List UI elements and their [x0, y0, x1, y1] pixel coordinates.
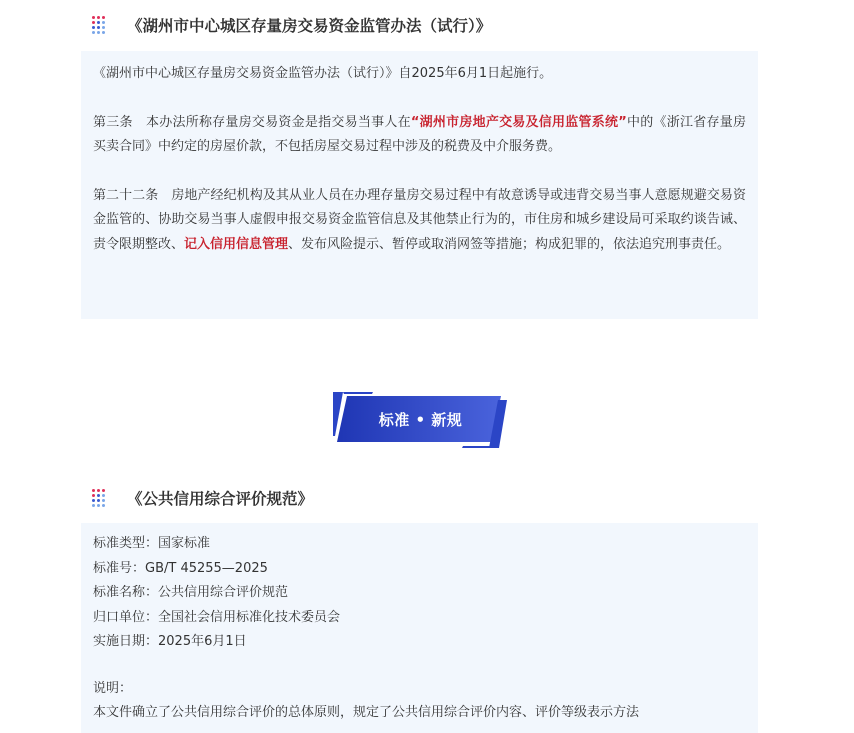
section-banner	[333, 390, 508, 450]
standard-number: 标准号：GB/T 45255—2025	[93, 560, 268, 576]
standard-type: 标准类型：国家标准	[93, 536, 211, 551]
highlight-text: 记入信用信息管理	[184, 236, 289, 252]
banner-label: 标准 • 新规	[378, 411, 463, 429]
note-text: 本文件确立了公共信用综合评价的总体原则，规定了公共信用综合评价内容、评价等级表示方法	[93, 705, 640, 720]
paragraph-article-22	[93, 184, 746, 258]
article-text: 第二十二条 房地产经纪机构及其从业人员在办理存量房交易过程中有故意诱导或违背交易当事人意愿规避交易资金监管的、协助交易当事人虚假申报交易资金监管信息及其他禁止行为的，市住房和城乡建设局可采取约谈告诫、责令限期整改、	[93, 187, 746, 252]
responsible-unit: 归口单位：全国社会信用标准化技术委员会	[93, 609, 341, 625]
implementation-date: 实施日期：2025年6月1日	[93, 634, 247, 649]
content-box	[81, 523, 758, 733]
dots-icon	[92, 489, 111, 507]
content-box	[81, 51, 758, 319]
section-title: 《湖州市中心城区存量房交易资金监管办法（试行）》	[127, 17, 492, 35]
article-text: 中的《浙江省存量房买卖合同》中约定的房屋价款，不包括房屋交易过程中涉及的税费及中介服务费。	[93, 114, 746, 154]
section-header	[92, 14, 491, 36]
article-text: 、发布风险提示、暂停或取消网签等措施；构成犯罪的，依法追究刑事责任。	[288, 236, 731, 252]
note-label: 说明：	[93, 680, 133, 696]
paragraph-effective-date: 《湖州市中心城区存量房交易资金监管办法（试行）》自2025年6月1日起施行。	[93, 66, 553, 81]
section-header	[92, 487, 313, 509]
highlight-text: “湖州市房地产交易及信用监管系统”	[410, 114, 627, 130]
paragraph-article-3	[93, 111, 746, 160]
dots-icon	[92, 16, 111, 34]
article-text: 第三条 本办法所称存量房交易资金是指交易当事人在	[93, 114, 411, 130]
standard-name: 标准名称：公共信用综合评价规范	[93, 585, 289, 600]
section-title: 《公共信用综合评价规范》	[127, 490, 314, 508]
